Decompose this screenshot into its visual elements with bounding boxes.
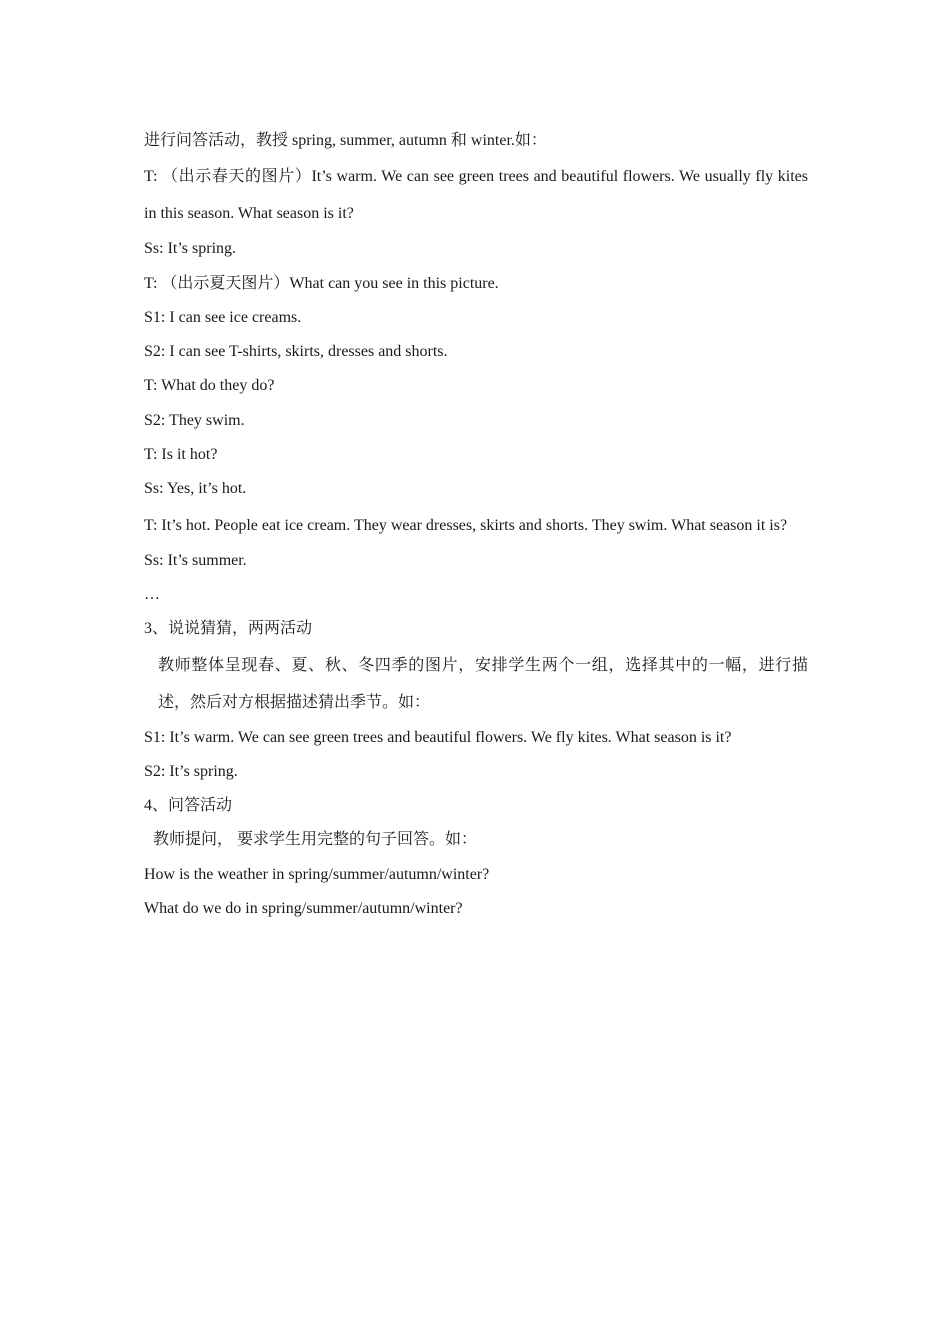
dialogue-teacher-spring: T: （出示春天的图片）It’s warm. We can see green trees and beautiful flowers. We usually fly kites in this season. What season is it? bbox=[144, 168, 808, 223]
dialogue-students-hot: Ss: Yes, it’s hot. bbox=[144, 480, 247, 498]
paragraph-activity-3: 教师整体呈现春、夏、秋、冬四季的图片，安排学生两个一组，选择其中的一幅，进行描述，然后对方根据描述猜出季节。如： bbox=[158, 656, 808, 711]
dialogue-teacher-hot: T: Is it hot? bbox=[144, 446, 218, 464]
section-heading-4: 4、问答活动 bbox=[144, 797, 233, 815]
section-heading-3: 3、说说猜猜，两两活动 bbox=[144, 620, 313, 638]
question-weather: How is the weather in spring/summer/autumn/winter? bbox=[144, 865, 490, 883]
dialogue-students-summer: Ss: It’s summer. bbox=[144, 551, 247, 569]
dialogue-s2-clothes: S2: I can see T-shirts, skirts, dresses and shorts. bbox=[144, 343, 448, 361]
dialogue-s1-describe: S1: It’s warm. We can see green trees and beautiful flowers. We fly kites. What season is it? bbox=[144, 728, 732, 746]
dialogue-students-spring: Ss: It’s spring. bbox=[144, 240, 237, 258]
document-body bbox=[144, 124, 808, 926]
question-activities: What do we do in spring/summer/autumn/winter? bbox=[144, 900, 463, 918]
dialogue-s2-swim: S2: They swim. bbox=[144, 411, 245, 429]
dialogue-s2-guess: S2: It’s spring. bbox=[144, 762, 238, 780]
dialogue-teacher-what-do: T: What do they do? bbox=[144, 377, 275, 395]
dialogue-teacher-summer-picture: T: （出示夏天图片）What can you see in this picture. bbox=[144, 274, 499, 292]
dialogue-teacher-summer: T: It’s hot. People eat ice cream. They wear dresses, skirts and shorts. They swim. What season it is? bbox=[144, 516, 788, 534]
dialogue-s1-ice-creams: S1: I can see ice creams. bbox=[144, 308, 302, 326]
paragraph-intro: 进行问答活动，教授 spring, summer, autumn 和 winter.如： bbox=[144, 132, 547, 149]
paragraph-activity-4: 教师提问， 要求学生用完整的句子回答。如： bbox=[153, 831, 478, 849]
ellipsis: … bbox=[144, 585, 160, 603]
